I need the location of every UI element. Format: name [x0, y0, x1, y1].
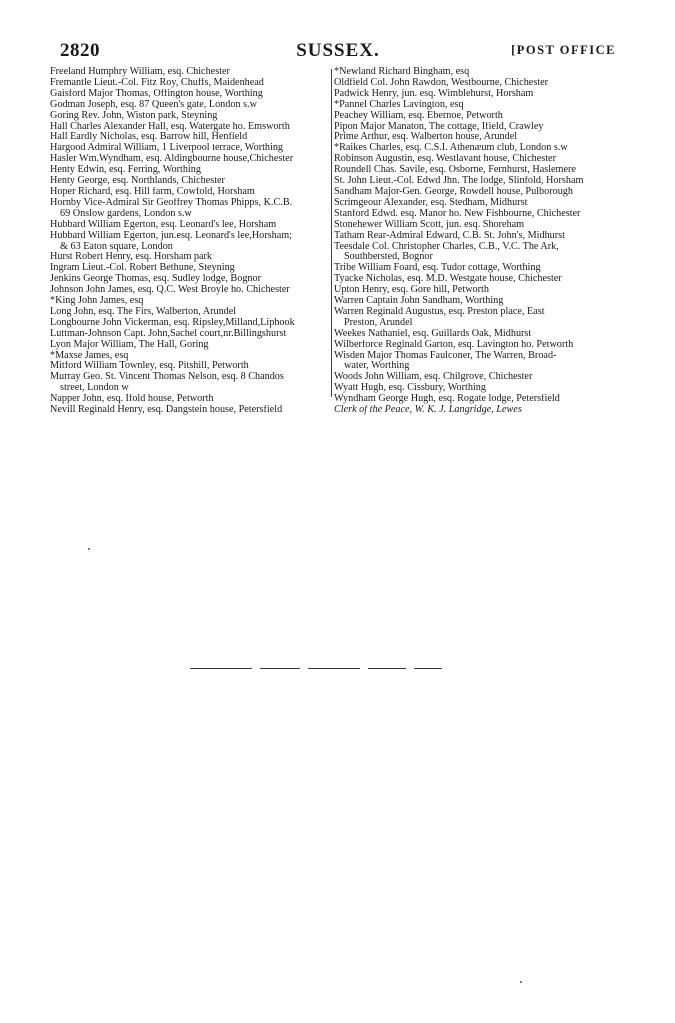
directory-entry: Longbourne John Vickerman, esq. Ripsley,Milland,Liphook	[50, 317, 295, 328]
directory-entry: Goring Rev. John, Wiston park, Steyning	[50, 110, 218, 121]
directory-entry: Prime Arthur, esq. Walberton house, Arundel	[334, 132, 518, 143]
directory-entry: Wilberforce Reginald Garton, esq. Lavington ho. Petworth	[334, 339, 574, 350]
directory-entry: Peachey William, esq. Ebernoe, Petworth	[334, 110, 503, 121]
column-divider	[331, 69, 332, 397]
directory-entry: *Raikes Charles, esq. C.S.I. Athenæum club, London s.w	[334, 143, 568, 154]
directory-entry: Teesdale Col. Christopher Charles, C.B., V.C. The Ark,	[334, 241, 559, 252]
page-title: SUSSEX.	[296, 40, 380, 61]
print-speck	[88, 548, 90, 550]
directory-entry: Roundell Chas. Savile, esq. Osborne, Fernhurst, Haslemere	[334, 165, 576, 176]
directory-entry: Lyon Major William, The Hall, Goring	[50, 339, 209, 350]
directory-entry: Tribe William Foard, esq. Tudor cottage, Worthing	[334, 263, 541, 274]
directory-entry: Long John, esq. The Firs, Walberton, Arundel	[50, 306, 237, 317]
directory-entry-continuation: & 63 Eaton square, London	[60, 241, 173, 252]
rule-segment	[190, 668, 252, 669]
directory-entry: Godman Joseph, esq. 87 Queen's gate, London s.w	[50, 99, 257, 110]
directory-entry-continuation: Southbersted, Bognor	[344, 252, 433, 263]
directory-entry: Clerk of the Peace, W. K. J. Langridge, Lewes	[334, 405, 522, 416]
directory-entry: Hall Eardly Nicholas, esq. Barrow hill, Henfield	[50, 132, 248, 143]
directory-entry: *King John James, esq	[50, 296, 144, 307]
directory-entry: Oldfield Col. John Rawdon, Westbourne, Chichester	[334, 77, 549, 88]
directory-entry: *Pannel Charles Lavington, esq	[334, 99, 464, 110]
page-number: 2820	[60, 40, 100, 61]
directory-entry: Napper John, esq. Ifold house, Petworth	[50, 394, 214, 405]
directory-entry: Henty George, esq. Northlands, Chichester	[50, 176, 225, 187]
page-header	[60, 40, 616, 64]
directory-entry: Weekes Nathaniel, esq. Guillards Oak, Midhurst	[334, 328, 532, 339]
directory-entry: Hasler Wm.Wyndham, esq. Aldingbourne house,Chichester	[50, 154, 294, 165]
section-label: [POST OFFICE	[511, 43, 616, 57]
directory-entry: Murray Geo. St. Vincent Thomas Nelson, esq. 8 Chandos	[50, 372, 284, 383]
directory-entry: Johnson John James, esq. Q.C. West Broyle ho. Chichester	[50, 285, 290, 296]
right-column	[334, 67, 618, 416]
section-end-rule	[190, 668, 490, 670]
print-speck	[520, 981, 522, 983]
directory-entry: Hall Charles Alexander Hall, esq. Watergate ho. Emsworth	[50, 121, 290, 132]
directory-entry: Scrimgeour Alexander, esq. Stedham, Midhurst	[334, 197, 528, 208]
directory-entry-continuation: Preston, Arundel	[344, 317, 413, 328]
directory-entry: Wisden Major Thomas Faulconer, The Warren, Broad-	[334, 350, 557, 361]
directory-entry: *Maxse James, esq	[50, 350, 129, 361]
directory-entry: Mitford William Townley, esq. Pitshill, Petworth	[50, 361, 249, 372]
directory-entry-continuation: street, London w	[60, 383, 129, 394]
directory-entry-continuation: water, Worthing	[344, 361, 410, 372]
directory-entry: Luttman-Johnson Capt. John,Sachel court,nr.Billingshurst	[50, 328, 287, 339]
directory-entry: Stanford Edwd. esq. Manor ho. New Fishbourne, Chichester	[334, 208, 581, 219]
directory-entry: Stonehewer William Scott, jun. esq. Shoreham	[334, 219, 525, 230]
directory-entry: Henty Edwin, esq. Ferring, Worthing	[50, 165, 201, 176]
directory-entry: Hargood Admiral William, 1 Liverpool terrace, Worthing	[50, 143, 284, 154]
left-column	[50, 67, 330, 416]
directory-entry: Tatham Rear-Admiral Edward, C.B. St. John's, Midhurst	[334, 230, 565, 241]
directory-entry: *Newland Richard Bingham, esq	[334, 67, 470, 77]
directory-entry: Robinson Augustin, esq. Westlavant house, Chichester	[334, 154, 556, 165]
directory-entry: Ingram Lieut.-Col. Robert Bethune, Steyning	[50, 263, 235, 274]
rule-segment	[308, 668, 360, 669]
directory-entry: Sandham Major-Gen. George, Rowdell house, Pulborough	[334, 186, 573, 197]
directory-entry: Warren Captain John Sandham, Worthing	[334, 296, 504, 307]
directory-entry: Gaisford Major Thomas, Offington house, Worthing	[50, 88, 263, 99]
rule-segment	[260, 668, 300, 669]
directory-entry: Warren Reginald Augustus, esq. Preston place, East	[334, 306, 545, 317]
directory-entry: Hoper Richard, esq. Hill farm, Cowfold, Horsham	[50, 186, 255, 197]
directory-entry: Hornby Vice-Admiral Sir Geoffrey Thomas Phipps, K.C.B.	[50, 197, 293, 208]
directory-entry: Freeland Humphry William, esq. Chichester	[50, 67, 230, 77]
directory-entry-continuation: 69 Onslow gardens, London s.w	[60, 208, 192, 219]
directory-entry: Upton Henry, esq. Gore hill, Petworth	[334, 285, 489, 296]
directory-entry: Wyatt Hugh, esq. Cissbury, Worthing	[334, 383, 486, 394]
directory-entry: Hurst Robert Henry, esq. Horsham park	[50, 252, 213, 263]
directory-entry: Pipon Major Manaton, The cottage, Ifield, Crawley	[334, 121, 544, 132]
directory-entry: Fremantle Lieut.-Col. Fitz Roy, Chuffs, Maidenhead	[50, 77, 264, 88]
directory-entry: Jenkins George Thomas, esq. Sudley lodge, Bognor	[50, 274, 261, 285]
directory-entry: Hubbard William Egerton, esq. Leonard's lee, Horsham	[50, 219, 277, 230]
directory-entry: Nevill Reginald Henry, esq. Dangstein house, Petersfield	[50, 405, 283, 416]
rule-segment	[368, 668, 406, 669]
directory-entry: St. John Lieut.-Col. Edwd Jhn. The lodge, Slinfold, Horsham	[334, 176, 584, 187]
directory-entry: Hubbard William Egerton, jun.esq. Leonard's lee,Horsham;	[50, 230, 292, 241]
directory-entry: Woods John William, esq. Chilgrove, Chichester	[334, 372, 533, 383]
rule-segment	[414, 668, 442, 669]
directory-entry: Tyacke Nicholas, esq. M.D. Westgate house, Chichester	[334, 274, 562, 285]
directory-entry: Padwick Henry, jun. esq. Wimblehurst, Horsham	[334, 88, 534, 99]
directory-entry: Wyndham George Hugh, esq. Rogate lodge, Petersfield	[334, 394, 560, 405]
